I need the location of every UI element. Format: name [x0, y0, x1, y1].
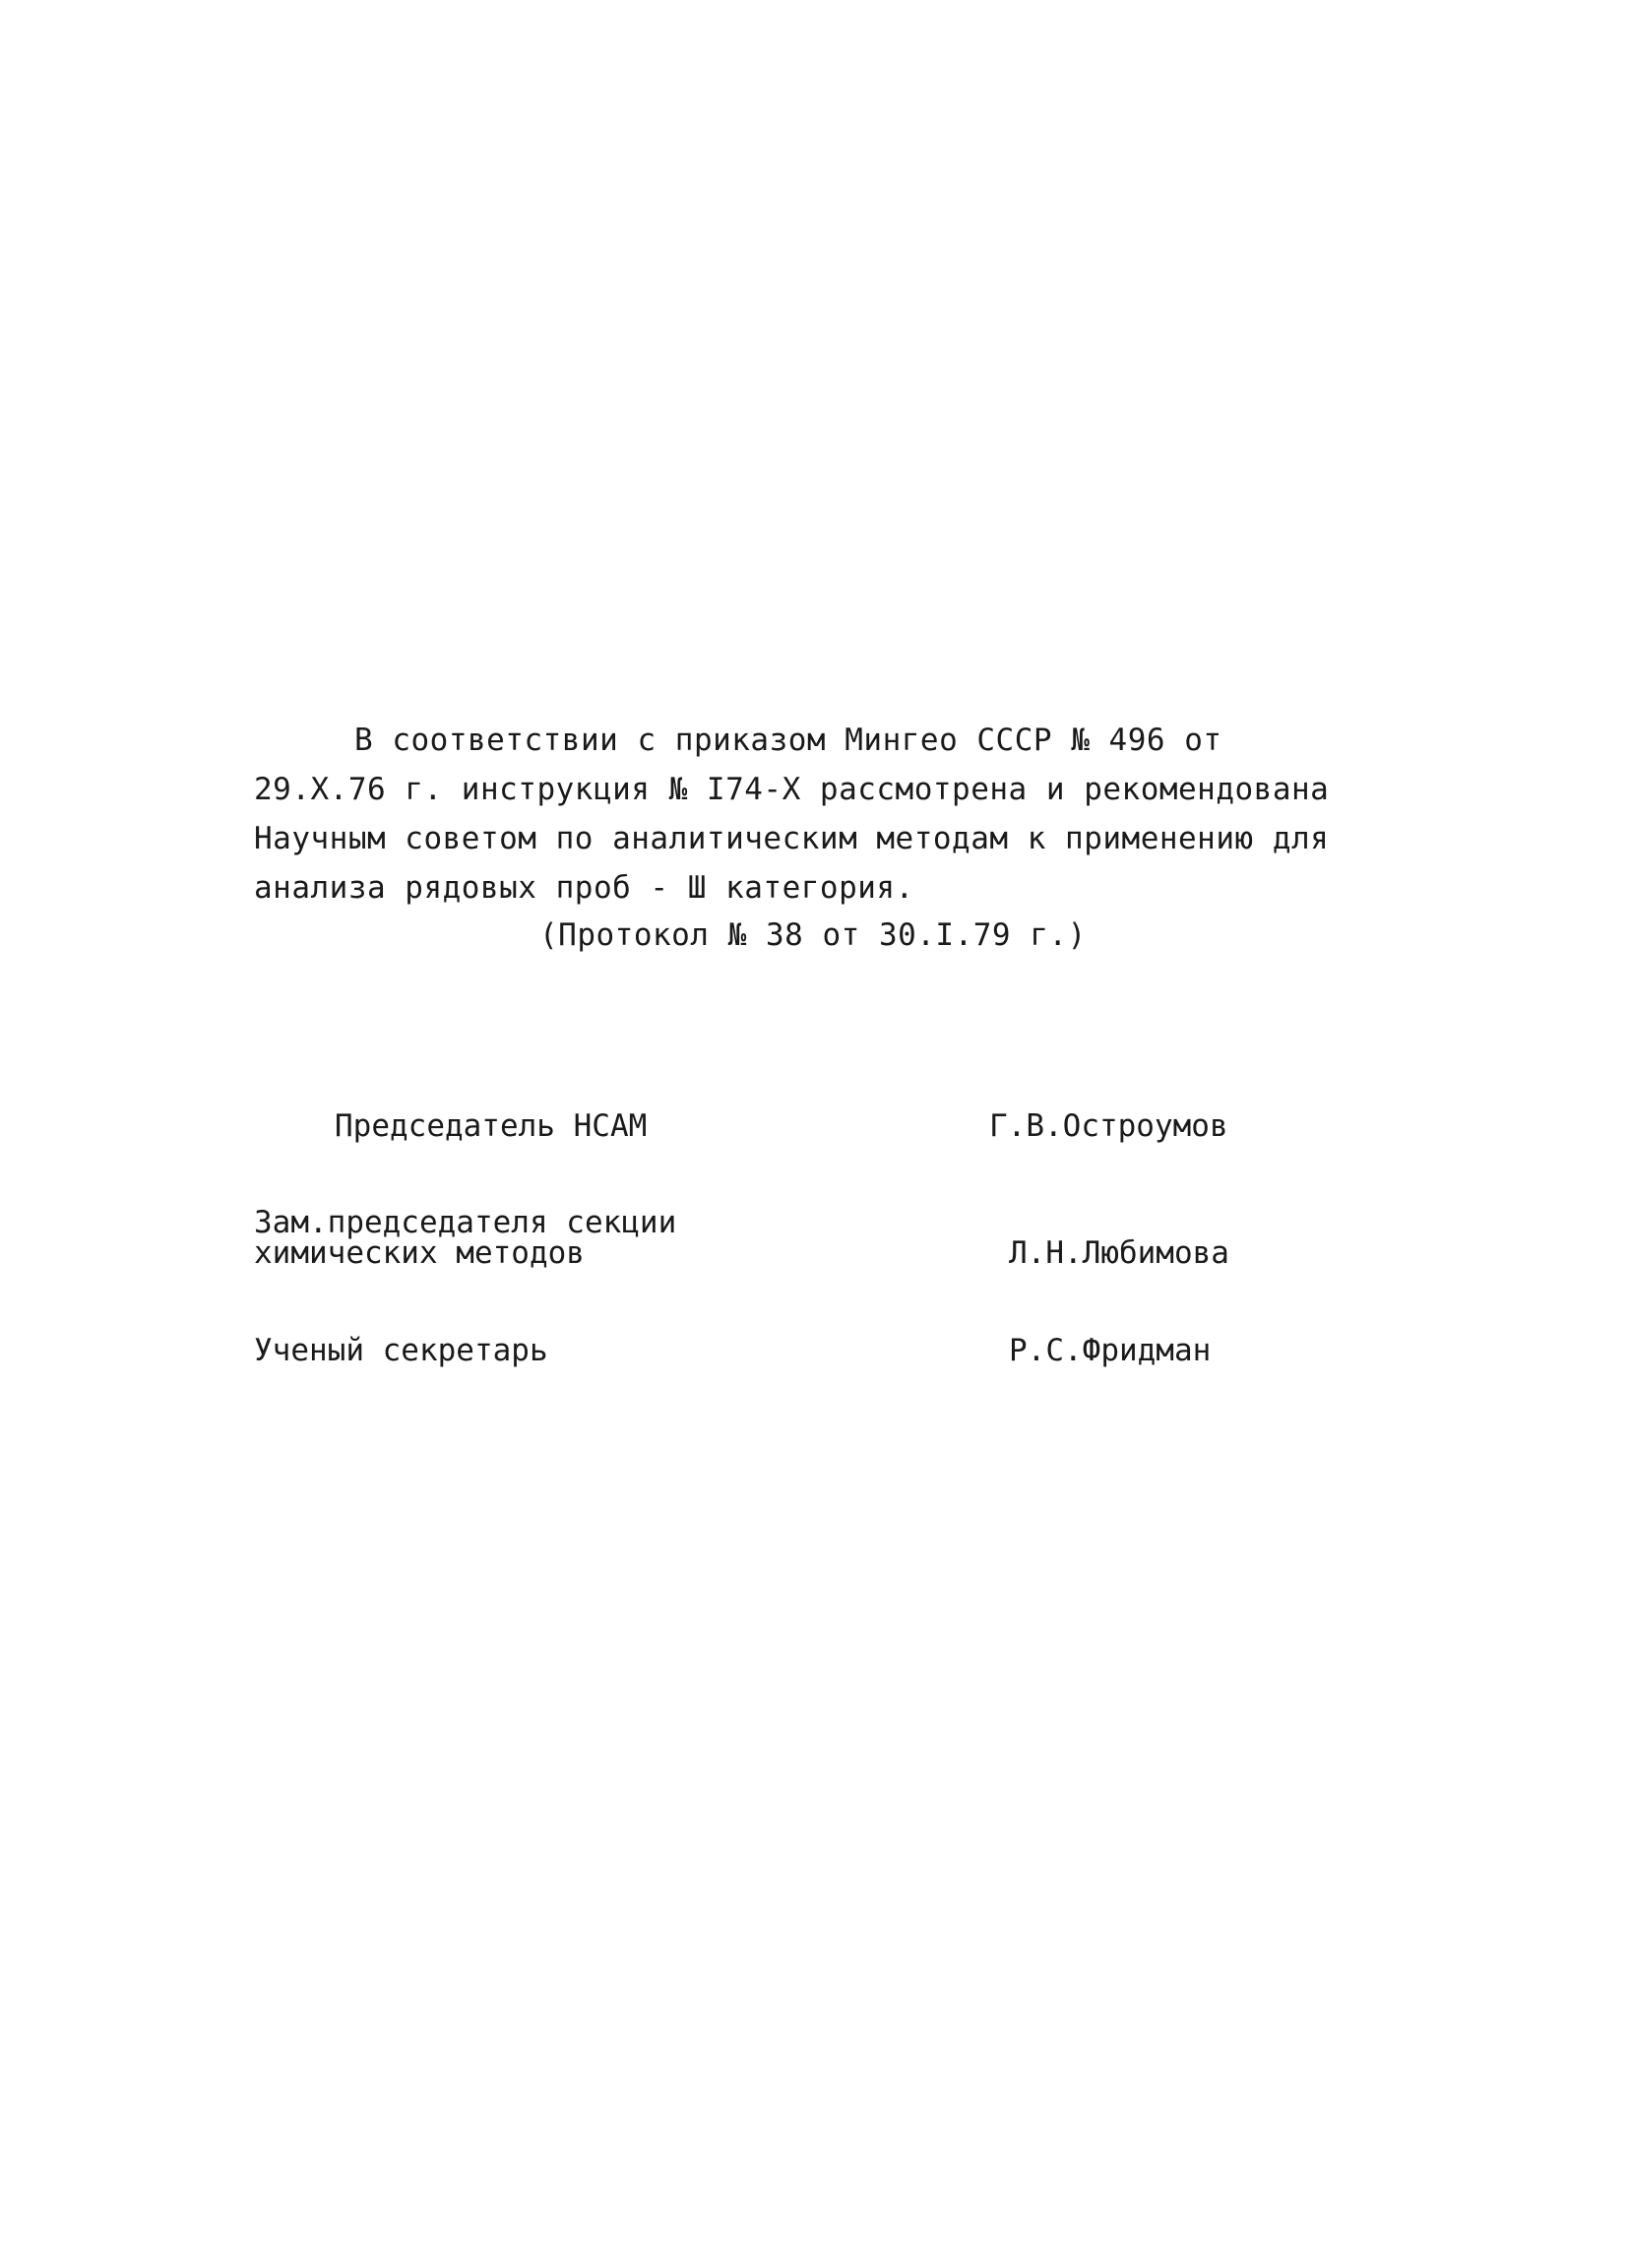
protocol-reference: (Протокол № 38 от 30.I.79 г.) [539, 917, 1087, 953]
signatory-name: Л.Н.Любимова [1009, 1235, 1229, 1271]
signatory-name: Г.В.Остроумов [989, 1108, 1228, 1144]
signatory-role-continuation: химических методов [254, 1235, 585, 1271]
paragraph-line: Научным советом по аналитическим методам к применению для [254, 821, 1330, 856]
paragraph-line: В соответствии с приказом Мингео СССР № 496 от [354, 723, 1222, 758]
signatory-name: Р.С.Фридман [1009, 1333, 1212, 1368]
paragraph-line: анализа рядовых проб - Ш категория. [254, 870, 914, 906]
paragraph-line: 29.X.76 г. инструкция № I74-X рассмотрена и рекомендована [254, 772, 1330, 807]
signatory-role: Ученый секретарь [254, 1333, 548, 1368]
signatory-role: Председатель НСАМ [335, 1108, 648, 1144]
signatory-role: Зам.председателя секции [254, 1205, 677, 1240]
